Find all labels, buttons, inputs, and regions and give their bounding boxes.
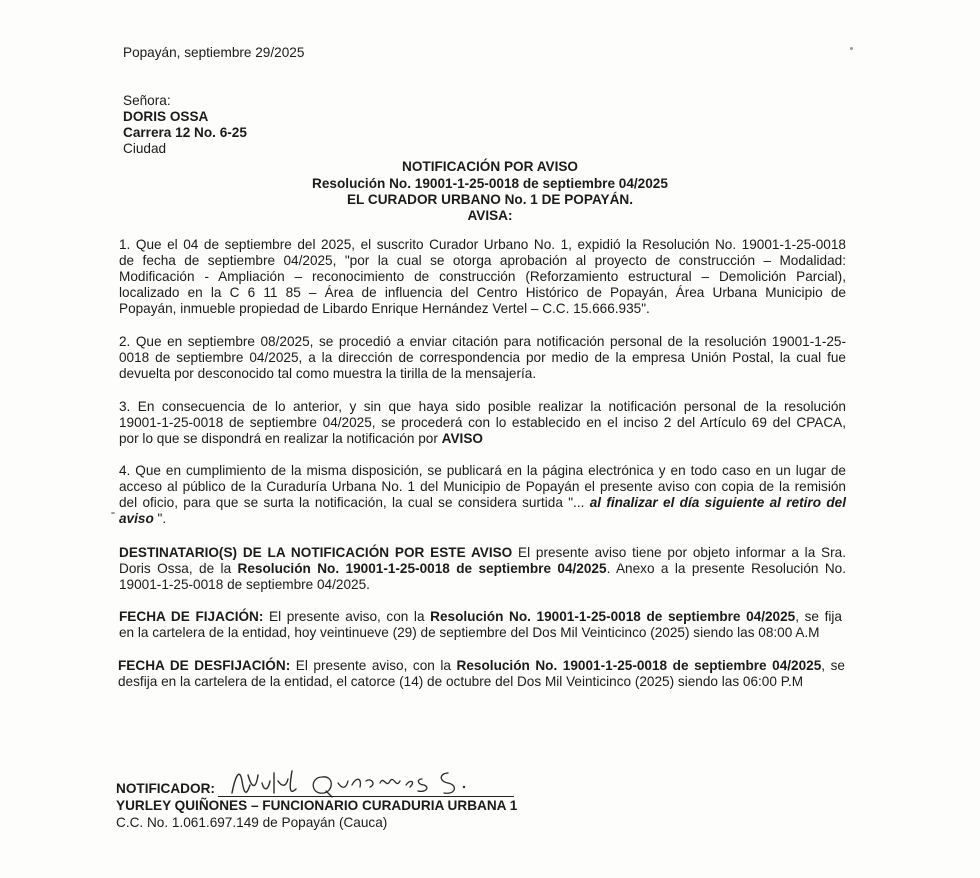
- paragraph-1-line: de fecha de septiembre 04/2025, "por la cual se otorga aprobación al proyecto de construcción – Modalidad:: [119, 253, 846, 268]
- paragraph-3-line: 19001-1-25-0018 de septiembre 04/2025, se procederá con lo establecido en el inciso 2 del Artículo 69 del CPACA,: [119, 415, 846, 430]
- addressee-address: Carrera 12 No. 6-25: [123, 125, 247, 140]
- paragraph-4-emphasis: al finalizar el día siguiente al retiro del: [589, 495, 846, 510]
- paragraph-4-line: [119, 495, 846, 511]
- desfijacion-resolution: Resolución No. 19001-1-25-0018 de septiembre 04/2025: [456, 658, 822, 673]
- paragraph-1-line: localizado en la C 6 11 85 – Área de influencia del Centro Histórico de Popayán, Área Urbana Municipio de: [119, 285, 846, 300]
- fijacion-label: FECHA DE FIJACIÓN:: [119, 609, 264, 624]
- scan-speck: [850, 47, 853, 50]
- avisa-heading: AVISA:: [467, 208, 513, 223]
- desfijacion-text: , se: [821, 658, 845, 673]
- paragraph-2-line: devuelta por desconocido tal como muestra la tirilla de la mensajería.: [119, 366, 537, 381]
- issuer-heading: EL CURADOR URBANO No. 1 DE POPAYÁN.: [346, 192, 633, 207]
- addressee-city: Ciudad: [123, 141, 167, 156]
- paragraph-2: [119, 334, 846, 382]
- desfijacion-section: [118, 658, 845, 690]
- fijacion-resolution: Resolución No. 19001-1-25-0018 de septiembre 04/2025: [430, 609, 796, 624]
- paragraph-1-line: Modificación - Ampliación – reconocimiento de construcción (Reforzamiento estructural – Demolición Parcial),: [119, 269, 846, 284]
- addressee-name: DORIS OSSA: [123, 109, 209, 124]
- salutation: Señora:: [123, 93, 171, 108]
- destinatarios-text: Doris Ossa, de la: [119, 561, 238, 576]
- paragraph-2-line: 0018 de septiembre 04/2025, a la dirección de correspondencia por medio de la empresa Unión Postal, la cual fue: [119, 350, 846, 365]
- paragraph-3: [119, 399, 846, 447]
- paragraph-3-line: [119, 431, 846, 447]
- paragraph-1-line: 1. Que el 04 de septiembre del 2025, el suscrito Curador Urbano No. 1, expidió la Resolución No. 19001-1-25-0018: [119, 237, 846, 252]
- notificador-name: YURLEY QUIÑONES – FUNCIONARIO CURADURIA URBANA 1: [116, 798, 518, 813]
- fijacion-text: , se fija: [795, 609, 842, 624]
- paragraph-4: [119, 463, 846, 527]
- destinatarios-line: [119, 545, 846, 561]
- document-title: NOTIFICACIÓN POR AVISO: [402, 159, 578, 174]
- scan-speck: [111, 512, 115, 514]
- destinatarios-resolution: Resolución No. 19001-1-25-0018 de septiembre 04/2025: [237, 561, 607, 576]
- paragraph-4-end: ".: [153, 511, 167, 526]
- desfijacion-line: [118, 658, 845, 674]
- paragraph-1-line: Popayán, inmueble propiedad de Libardo Enrique Hernández Vertel – C.C. 15.666.935".: [119, 301, 650, 316]
- desfijacion-text: El presente aviso, con la: [290, 658, 457, 673]
- paragraph-4-text: del oficio, para que se surta la notificación, la cual se considera surtida "...: [119, 495, 590, 510]
- paragraph-4-line: 4. Que en cumplimiento de la misma disposición, se publicará en la página electrónica y en todo caso en un lugar de: [119, 463, 846, 478]
- notificador-label: NOTIFICADOR:: [116, 781, 215, 796]
- fijacion-text: El presente aviso, con la: [263, 609, 431, 624]
- fijacion-line: [119, 609, 842, 625]
- paragraph-3-text: por lo que se dispondrá en realizar la notificación por: [119, 431, 442, 446]
- date-line: Popayán, septiembre 29/2025: [123, 45, 305, 60]
- handwritten-signature: [226, 763, 486, 803]
- destinatarios-text: . Anexo a la presente Resolución No.: [606, 561, 846, 576]
- destinatarios-line: [119, 561, 846, 577]
- signature-line: [218, 796, 514, 797]
- notificador-id: C.C. No. 1.061.697.149 de Popayán (Cauca): [116, 815, 388, 830]
- destinatarios-text: El presente aviso tiene por objeto informar a la Sra.: [512, 545, 846, 560]
- destinatarios-section: [119, 545, 846, 593]
- destinatarios-line: 19001-1-25-0018 de septiembre 04/2025.: [119, 577, 370, 592]
- destinatarios-label: DESTINATARIO(S) DE LA NOTIFICACIÓN POR ESTE AVISO: [119, 545, 513, 560]
- aviso-emphasis: AVISO: [441, 431, 483, 446]
- paragraph-3-line: 3. En consecuencia de lo anterior, y sin que haya sido posible realizar la notificación personal de la resolución: [119, 399, 846, 414]
- desfijacion-label: FECHA DE DESFIJACIÓN:: [118, 658, 291, 673]
- paragraph-2-line: 2. Que en septiembre 08/2025, se procedió a enviar citación para notificación personal de la resolución 19001-1-25-: [119, 334, 846, 349]
- paragraph-4-line: [119, 511, 846, 527]
- resolution-heading: Resolución No. 19001-1-25-0018 de septiembre 04/2025: [312, 176, 668, 191]
- paragraph-4-emphasis-end: aviso: [119, 511, 154, 526]
- paragraph-1: [119, 237, 846, 317]
- desfijacion-line: desfija en la cartelera de la entidad, el catorce (14) de octubre del Dos Mil Veinticinco (2025) siendo las 06:00 P.M: [118, 674, 804, 689]
- fijacion-section: [119, 609, 842, 641]
- fijacion-line: en la cartelera de la entidad, hoy veintinueve (29) de septiembre del Dos Mil Veinticinco (2025) siendo las 08:00 A.M: [119, 625, 820, 640]
- paragraph-4-line: acceso al público de la Curaduría Urbana No. 1 del Municipio de Popayán el presente aviso con copia de la remisión: [119, 479, 846, 494]
